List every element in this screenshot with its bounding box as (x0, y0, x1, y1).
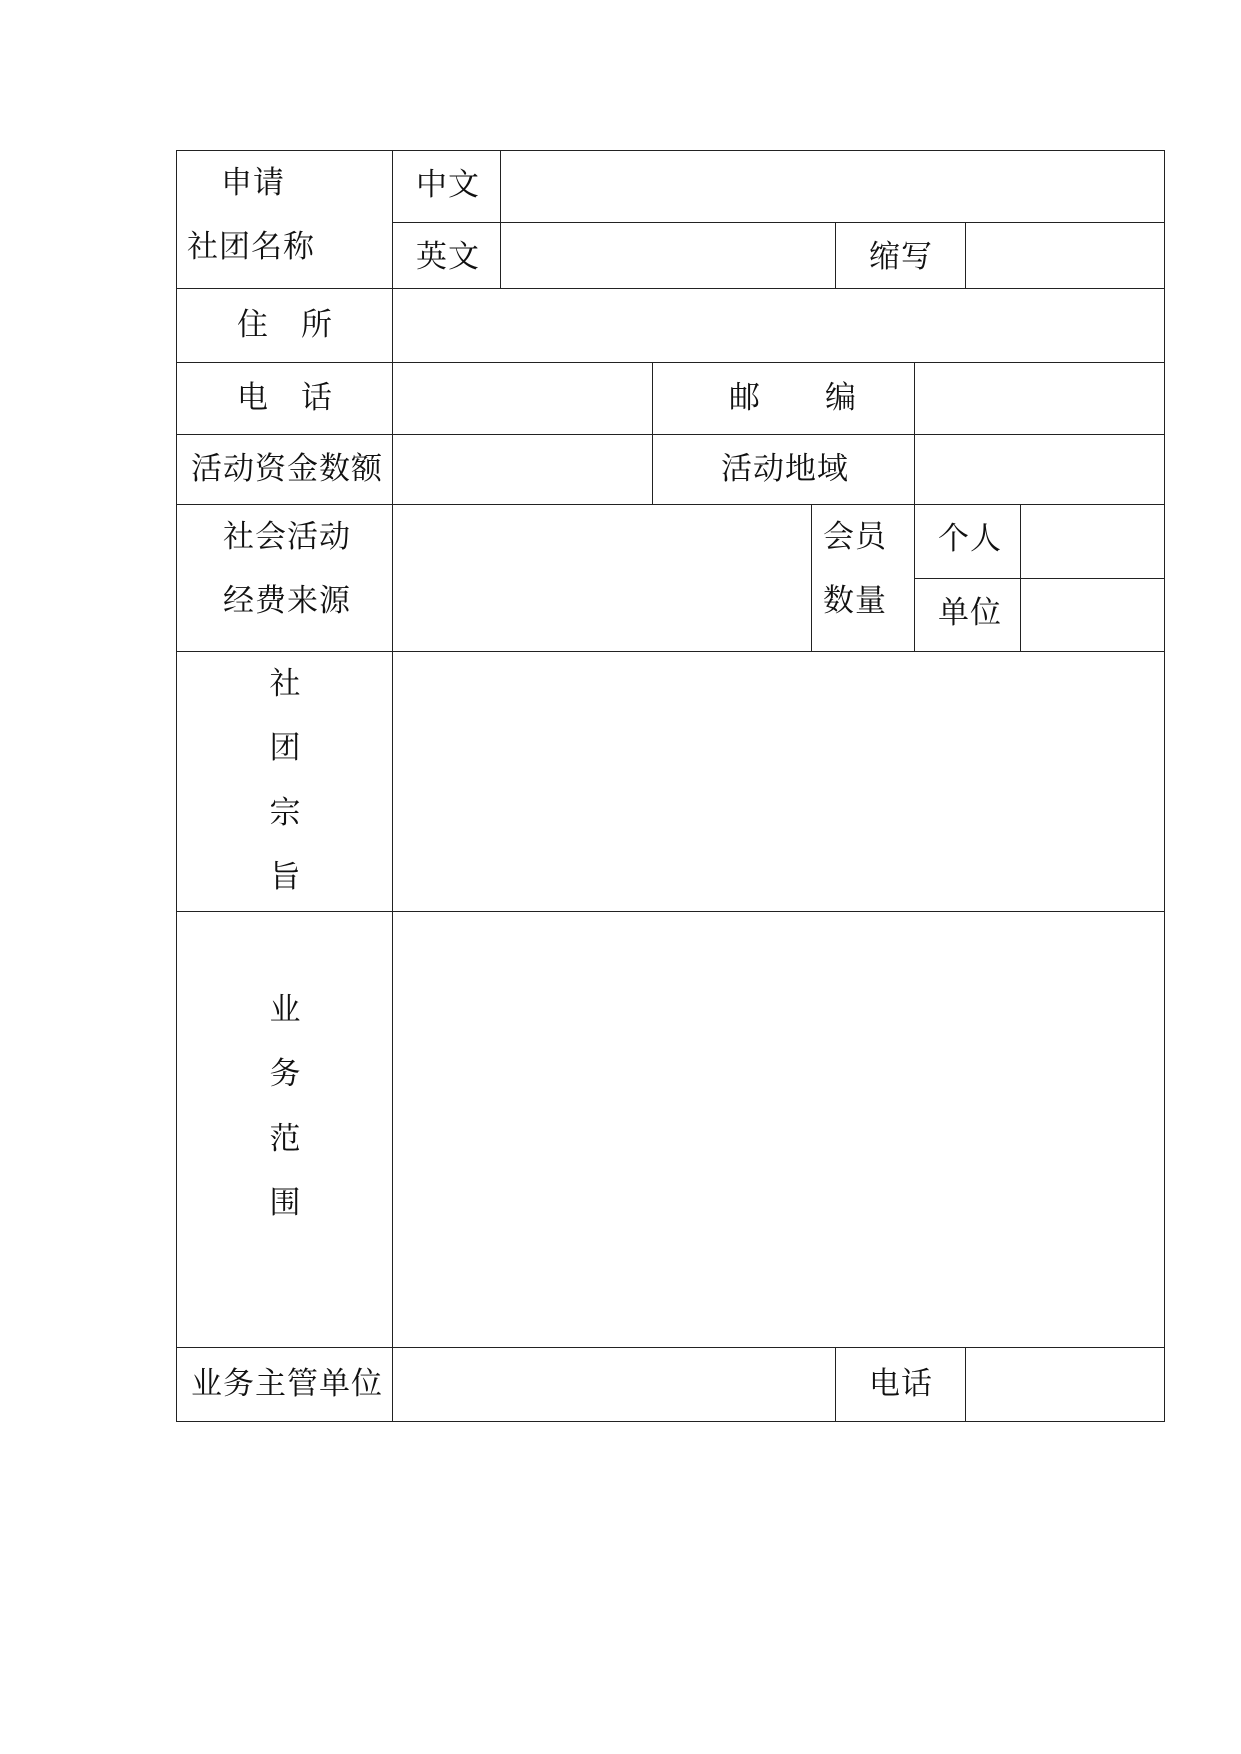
society-name-label-line2: 社团名称 (187, 229, 315, 265)
purpose-label-cell (176, 651, 394, 913)
society-name-label-cell (176, 150, 394, 290)
abbr-input[interactable] (965, 222, 1165, 290)
funds-label: 活动资金数额 (191, 451, 383, 487)
scope-input[interactable] (392, 911, 1165, 1349)
purpose-char: 旨 (269, 859, 301, 895)
funds-input[interactable] (392, 434, 654, 506)
postcode-label-cell (652, 362, 916, 436)
abbr-label: 缩写 (869, 239, 933, 275)
english-name-input[interactable] (500, 222, 837, 290)
members-label-line2: 数量 (823, 583, 887, 619)
postcode-input[interactable] (914, 362, 1165, 436)
phone-label-cell (176, 362, 394, 436)
purpose-input[interactable] (392, 651, 1165, 913)
english-label: 英文 (416, 239, 480, 275)
english-label-cell (392, 222, 502, 290)
scope-label-cell (176, 911, 394, 1349)
society-name-label-line1: 申请 (221, 165, 285, 201)
abbr-label-cell (835, 222, 967, 290)
scope-char: 范 (269, 1121, 301, 1157)
supervisor-phone-input[interactable] (965, 1347, 1165, 1422)
supervisor-label-cell (176, 1347, 394, 1422)
funds-label-cell (176, 434, 394, 506)
address-input[interactable] (392, 288, 1165, 364)
chinese-label-cell (392, 150, 502, 224)
source-label-line2: 经费来源 (223, 583, 351, 619)
scope-char: 务 (269, 1056, 301, 1092)
unit-label-cell (914, 578, 1022, 653)
postcode-label: 邮 编 (729, 380, 857, 416)
supervisor-label: 业务主管单位 (191, 1366, 383, 1402)
chinese-name-input[interactable] (500, 150, 1165, 224)
purpose-char: 宗 (269, 795, 301, 831)
members-label-cell (811, 504, 916, 653)
purpose-char: 社 (269, 666, 301, 702)
chinese-label: 中文 (416, 167, 480, 203)
scope-char: 业 (269, 992, 301, 1028)
region-label: 活动地域 (721, 451, 849, 487)
phone-label: 电 话 (237, 380, 333, 416)
region-label-cell (652, 434, 916, 506)
address-label-cell (176, 288, 394, 364)
address-label: 住 所 (237, 307, 333, 343)
source-label-cell (176, 504, 394, 653)
supervisor-phone-label-cell (835, 1347, 967, 1422)
members-label-line1: 会员 (823, 519, 887, 555)
unit-count-input[interactable] (1020, 578, 1165, 653)
individual-count-input[interactable] (1020, 504, 1165, 580)
region-input[interactable] (914, 434, 1165, 506)
supervisor-phone-label: 电话 (869, 1366, 933, 1402)
source-input[interactable] (392, 504, 813, 653)
unit-label: 单位 (938, 595, 1002, 631)
individual-label: 个人 (938, 521, 1002, 557)
source-label-line1: 社会活动 (223, 519, 351, 555)
scope-char: 围 (269, 1185, 301, 1221)
supervisor-input[interactable] (392, 1347, 837, 1422)
individual-label-cell (914, 504, 1022, 580)
purpose-char: 团 (269, 730, 301, 766)
phone-input[interactable] (392, 362, 654, 436)
